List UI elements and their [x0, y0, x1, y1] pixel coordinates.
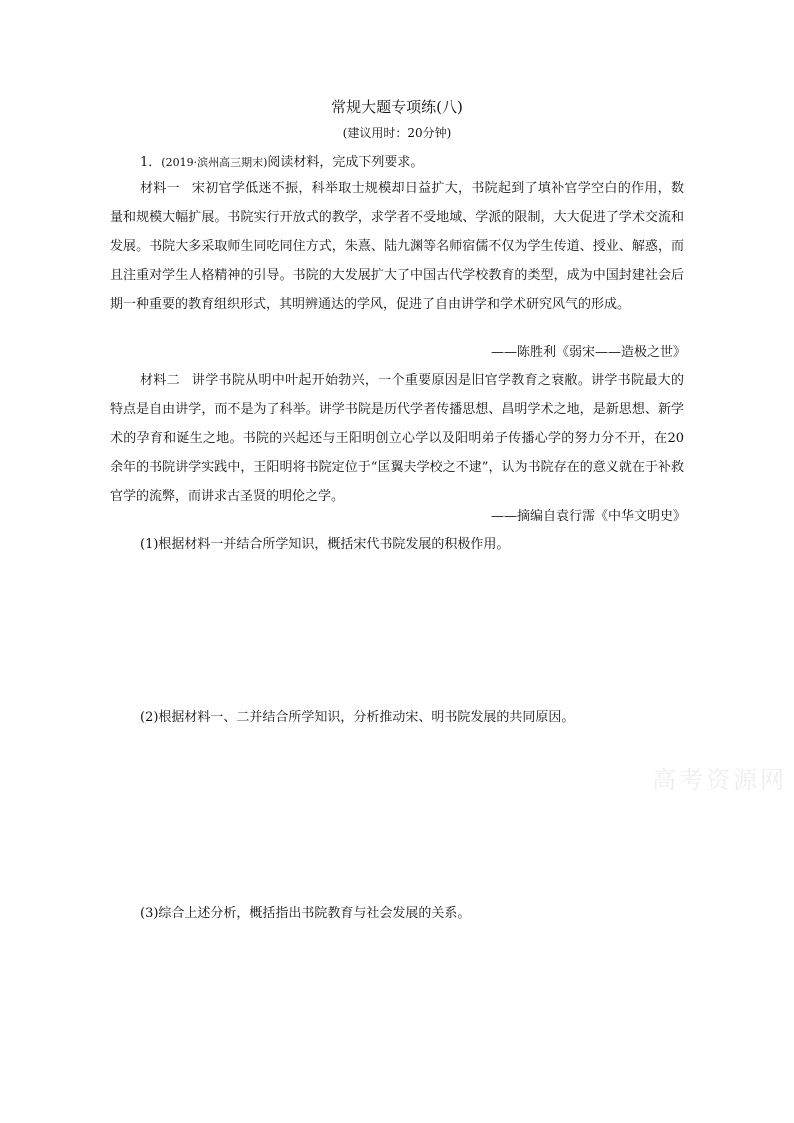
question-source: (2019·滨州高三期末)	[161, 156, 268, 169]
sub-question-3: (3)综合上述分析，概括指出书院教育与社会发展的关系。	[140, 906, 471, 921]
material-two-citation: ——摘编自袁行霈《中华文明史》	[490, 509, 686, 524]
material-one-label: 材料一	[140, 181, 180, 196]
question-number: 1．	[140, 155, 162, 170]
material-one-text: 宋初官学低迷不振，科举取士规模却日益扩大，书院起到了填补官学空白的作用，数量和规模大幅扩展。书院实行开放式的教学，求学者不受地域、学派的限制，大大促进了学术交流和发展。书院大多采取师生同吃同住方式，朱熹、陆九渊等名师宿儒不仅为学生传道、授业、解惑，而且注重对学生人格精神的引导。书院的大发展扩大了中国古代学校教育的类型，成为中国封建社会后期一种重要的教育组织形式，其明辨通达的学风，促进了自由讲学和学术研究风气的形成。	[110, 181, 684, 312]
sub-question-1: (1)根据材料一并结合所学知识，概括宋代书院发展的积极作用。	[140, 537, 510, 552]
sub-question-2: (2)根据材料一、二并结合所学知识，分析推动宋、明书院发展的共同原因。	[140, 710, 575, 725]
material-one	[110, 174, 684, 319]
question-instruction: 阅读材料，完成下列要求。	[267, 155, 424, 170]
time-suggestion: (建议用时：20分钟)	[342, 126, 452, 140]
material-two	[110, 366, 684, 511]
page-title: 常规大题专项练(八)	[331, 98, 463, 116]
question-header	[140, 151, 423, 170]
material-two-text: 讲学书院从明中叶起开始勃兴，一个重要原因是旧官学教育之衰敝。讲学书院最大的特点是自由讲学，而不是为了科举。讲学书院是历代学者传播思想、昌明学术之地，是新思想、新学术的孕育和诞生之地。书院的兴起还与王阳明创立心学以及阳明弟子传播心学的努力分不开，在20余年的书院讲学实践中，王阳明将书院定位于“匡翼夫学校之不逮”，认为书院存在的意义就在于补救官学的流弊，而讲求古圣贤的明伦之学。	[110, 373, 684, 504]
watermark: 高考资源网	[652, 766, 787, 794]
material-two-label: 材料二	[140, 373, 180, 388]
material-one-citation: ——陈胜利《弱宋——造极之世》	[490, 345, 686, 360]
